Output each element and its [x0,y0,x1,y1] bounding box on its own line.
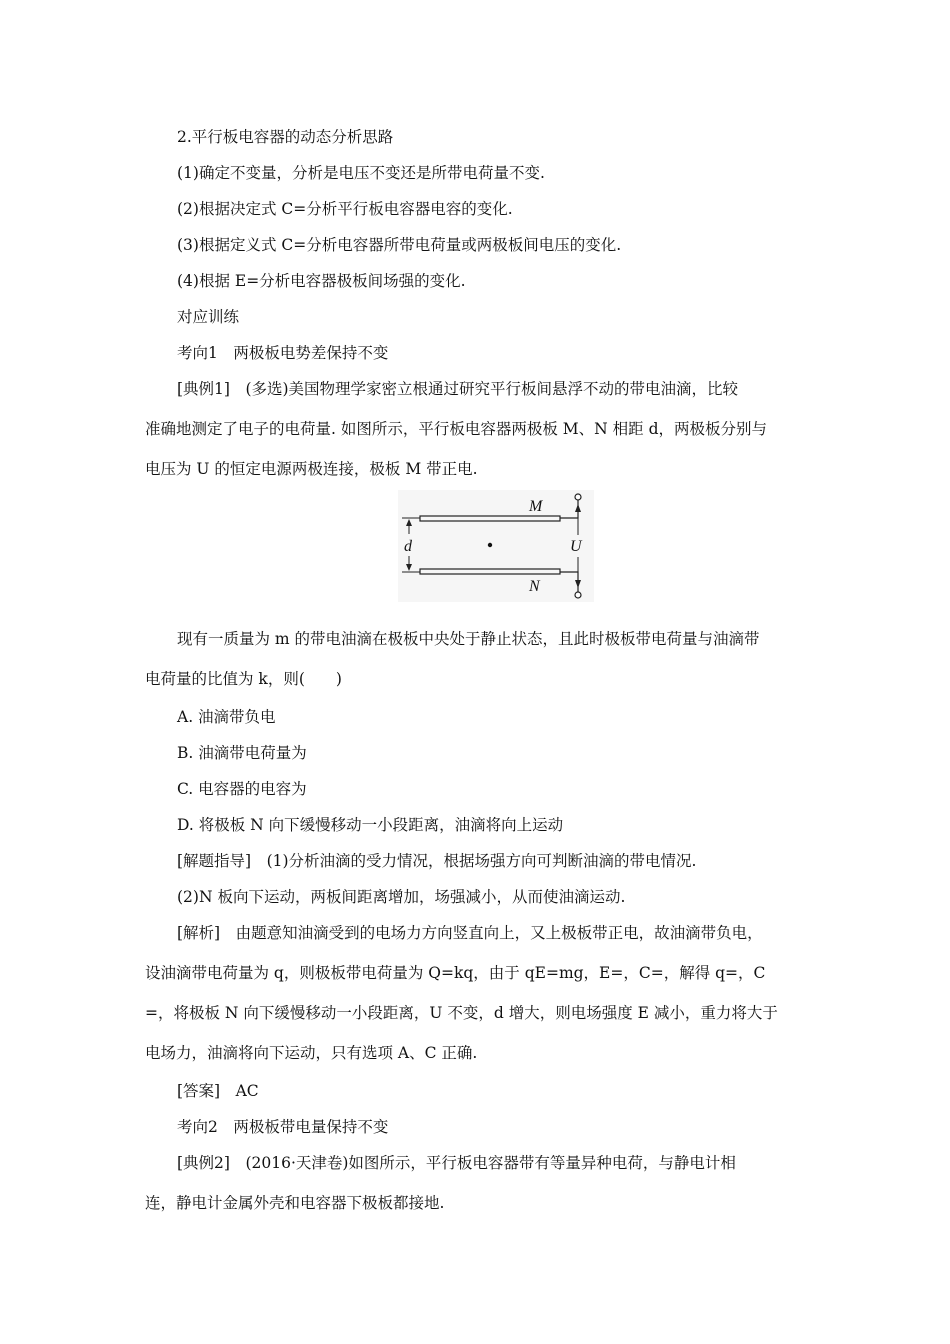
section-heading: 2.平行板电容器的动态分析思路 [177,128,394,146]
analysis-line-3: =，将极板 N 向下缓慢移动一小段距离，U 不变，d 增大，则电场强度 E 减小，重力将大于 [145,1004,778,1022]
example-1-line-3: 电压为 U 的恒定电源两极连接，极板 M 带正电. [145,460,478,478]
step-1: (1)确定不变量，分析是电压不变还是所带电荷量不变. [177,164,545,182]
answer: [答案] AC [177,1082,259,1100]
label-m: M [529,498,543,515]
terminal-bottom-icon [575,592,581,598]
step-4: (4)根据 E=分析电容器极板间场强的变化. [177,272,466,290]
capacitor-diagram [398,490,594,602]
topic-1-title: 考向1 两极板电势差保持不变 [177,344,389,362]
option-d: D. 将极板 N 向下缓慢移动一小段距离，油滴将向上运动 [177,816,564,834]
analysis-line-2: 设油滴带电荷量为 q，则极板带电荷量为 Q=kq，由于 qE=mg，E=，C=，解得 q=，C [145,964,766,982]
example-2-line-1: [典例2] (2016·天津卷)如图所示，平行板电容器带有等量异种电荷，与静电计相 [177,1154,736,1172]
label-d: d [404,538,412,555]
step-2: (2)根据决定式 C=分析平行板电容器电容的变化. [177,200,513,218]
option-a: A. 油滴带负电 [177,708,276,726]
label-u: U [570,538,582,555]
example-1-line-2: 准确地测定了电子的电荷量. 如图所示，平行板电容器两极板 M、N 相距 d，两极板分别与 [145,420,767,438]
label-n: N [529,578,540,595]
example-1-line-1: [典例1] (多选)美国物理学家密立根通过研究平行板间悬浮不动的带电油滴，比较 [177,380,739,398]
step-3: (3)根据定义式 C=分析电容器所带电荷量或两极板间电压的变化. [177,236,622,254]
topic-2-title: 考向2 两极板带电量保持不变 [177,1118,389,1136]
terminal-top-icon [575,494,581,500]
analysis-line-4: 电场力，油滴将向下运动，只有选项 A、C 正确. [145,1044,478,1062]
guide-line-2: (2)N 板向下运动，两板间距离增加，场强减小，从而使油滴运动. [177,888,626,906]
option-b: B. 油滴带电荷量为 [177,744,307,762]
analysis-line-1: [解析] 由题意知油滴受到的电场力方向竖直向上，又上极板带正电，故油滴带负电， [177,924,763,942]
example-1-line-4: 现有一质量为 m 的带电油滴在极板中央处于静止状态，且此时极板带电荷量与油滴带 [177,630,760,648]
oil-droplet [488,543,492,547]
example-2-line-2: 连，静电计金属外壳和电容器下极板都接地. [145,1194,445,1212]
option-c: C. 电容器的电容为 [177,780,307,798]
subsection-title: 对应训练 [177,308,240,326]
example-1-line-5: 电荷量的比值为 k，则( ) [145,670,342,688]
guide-line-1: [解题指导] (1)分析油滴的受力情况，根据场强方向可判断油滴的带电情况. [177,852,697,870]
